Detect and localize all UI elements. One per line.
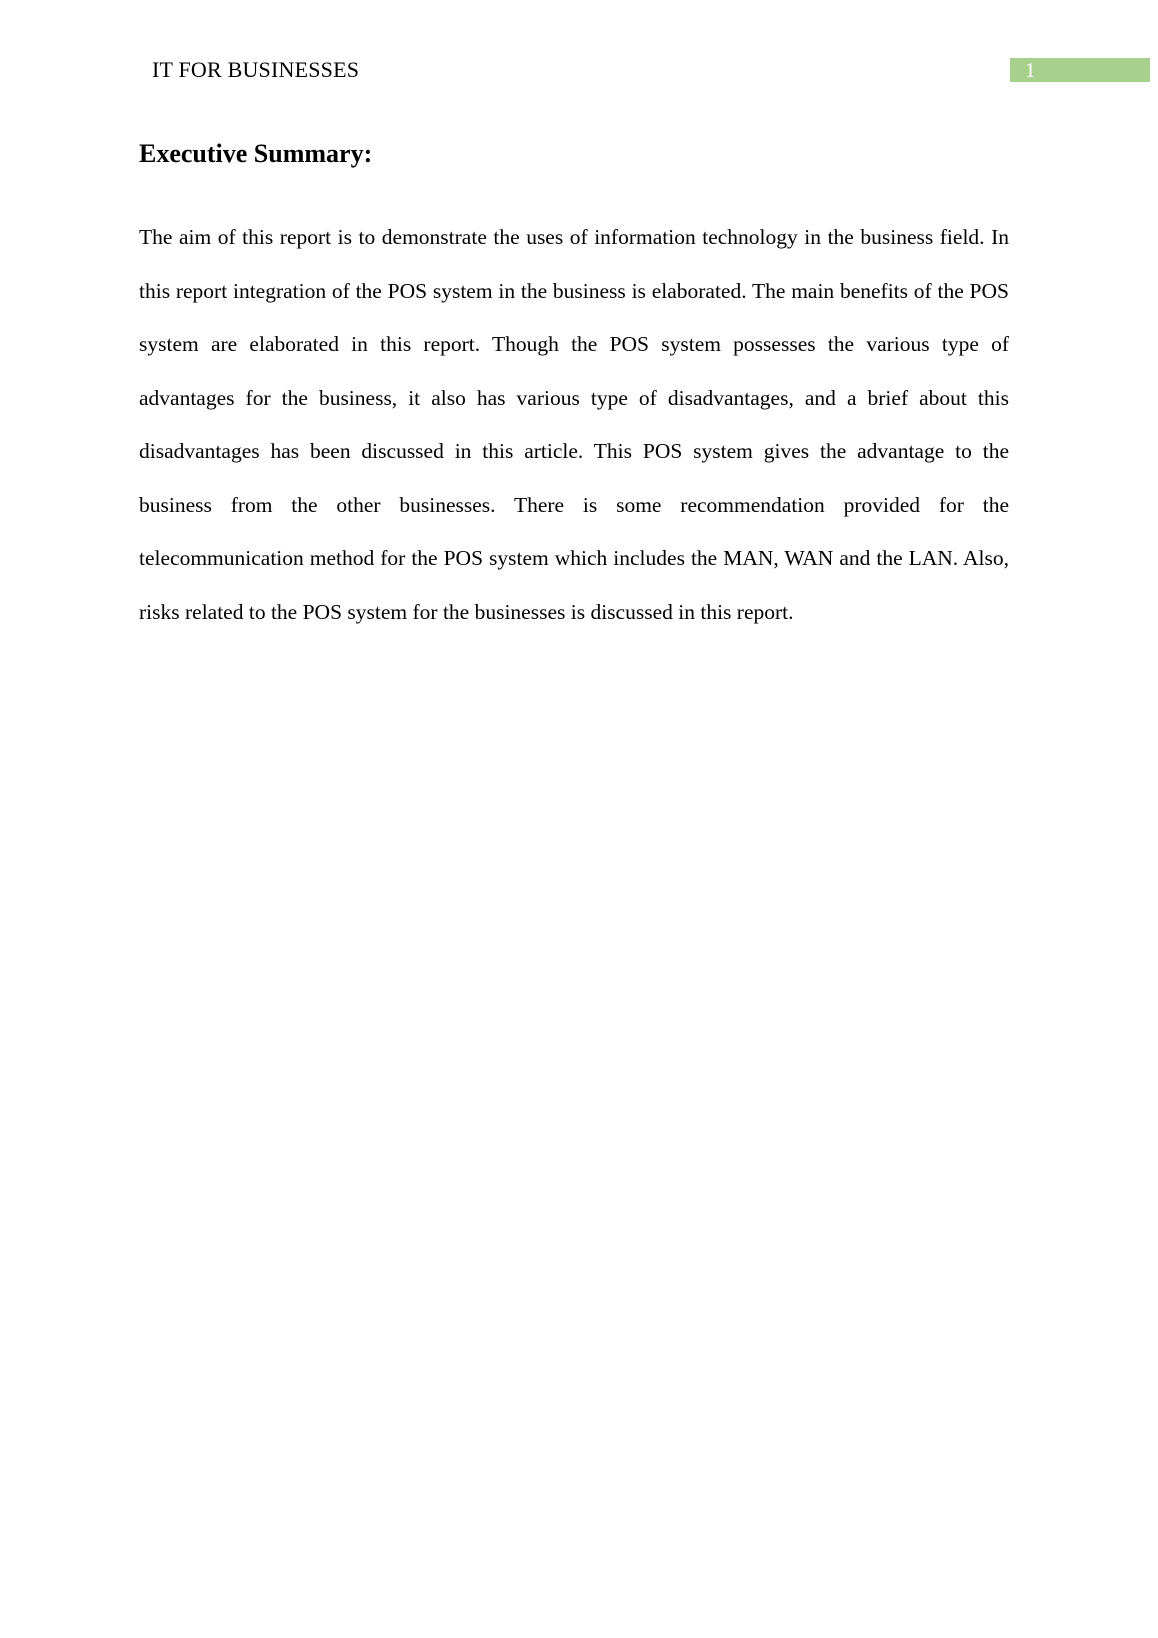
page-number-band (1010, 58, 1150, 82)
summary-paragraph: The aim of this report is to demonstrate the uses of information technology in the business field. In this report integration of the POS system in the business is elaborated. The main benefits of the POS system are elaborated in this report. Though the POS system possesses the various type of advantages for the business, it also has various type of disadvantages, and a brief about this disadvantages has been discussed in this article. This POS system gives the advantage to the business from the other businesses. There is some recommendation provided for the telecommunication method for the POS system which includes the MAN, WAN and the LAN. Also, risks related to the POS system for the businesses is discussed in this report. (139, 225, 1009, 624)
section-heading: Executive Summary: (139, 139, 373, 168)
page-number: 1 (1025, 58, 1036, 82)
running-head: IT FOR BUSINESSES (152, 57, 360, 82)
